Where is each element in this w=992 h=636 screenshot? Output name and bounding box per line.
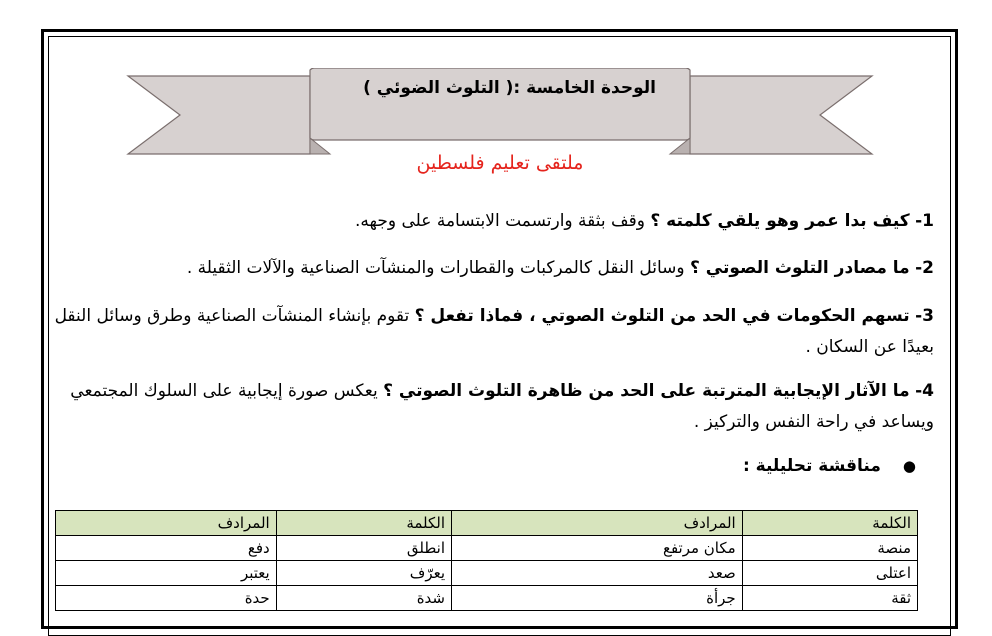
answer-text: وسائل النقل كالمركبات والقطارات والمنشآت الصناعية والآلات الثقيلة . — [186, 258, 691, 278]
table-cell: منصة — [742, 536, 917, 561]
table-row — [56, 586, 918, 611]
column-header: الكلمة — [276, 511, 451, 536]
ribbon-right-tail — [690, 76, 872, 154]
question-3 — [54, 301, 934, 363]
table-cell: انطلق — [276, 536, 451, 561]
answer-text: تقوم بإنشاء المنشآت الصناعية وطرق وسائل النقل بعيدًا عن السكان . — [54, 306, 934, 357]
answer-text: يعكس صورة إيجابية على السلوك المجتمعي ويساعد في راحة النفس والتركيز . — [70, 381, 934, 432]
table-cell: مكان مرتفع — [452, 536, 743, 561]
question-1 — [54, 206, 934, 237]
ribbon-left-tail — [128, 76, 310, 154]
vocabulary-table — [55, 510, 918, 611]
question-2 — [54, 253, 934, 284]
table-row — [56, 536, 918, 561]
table-cell: يعتبر — [56, 561, 277, 586]
table-cell: اعتلى — [742, 561, 917, 586]
question-number: 2- — [915, 258, 934, 278]
question-text: ما مصادر التلوث الصوتي ؟ — [690, 258, 910, 278]
watermark-text: ملتقى تعليم فلسطين — [416, 152, 584, 174]
table-cell: شدة — [276, 586, 451, 611]
question-number: 3- — [915, 306, 934, 326]
answer-text: وقف بثقة وارتسمت الابتسامة على وجهه. — [355, 211, 651, 231]
bullet-icon: ● — [902, 457, 916, 475]
analysis-heading-text: مناقشة تحليلية : — [742, 456, 881, 476]
unit-title: الوحدة الخامسة :( التلوث الضوئي ) — [363, 78, 656, 98]
table-cell: دفع — [56, 536, 277, 561]
column-header: المرادف — [452, 511, 743, 536]
table-cell: حدة — [56, 586, 277, 611]
question-number: 1- — [915, 211, 934, 231]
table-cell: صعد — [452, 561, 743, 586]
table-header-row — [56, 511, 918, 536]
question-text: تسهم الحكومات في الحد من التلوث الصوتي ، فماذا تفعل ؟ — [414, 306, 910, 326]
table-cell: يعرّف — [276, 561, 451, 586]
question-4 — [54, 376, 934, 438]
table-cell: جرأة — [452, 586, 743, 611]
question-number: 4- — [915, 381, 934, 401]
analysis-heading — [743, 456, 916, 476]
question-text: كيف بدا عمر وهو يلقي كلمته ؟ — [650, 211, 910, 231]
column-header: المرادف — [56, 511, 277, 536]
table-row — [56, 561, 918, 586]
table-cell: ثقة — [742, 586, 917, 611]
column-header: الكلمة — [742, 511, 917, 536]
question-text: ما الآثار الإيجابية المترتبة على الحد من ظاهرة التلوث الصوتي ؟ — [383, 381, 910, 401]
